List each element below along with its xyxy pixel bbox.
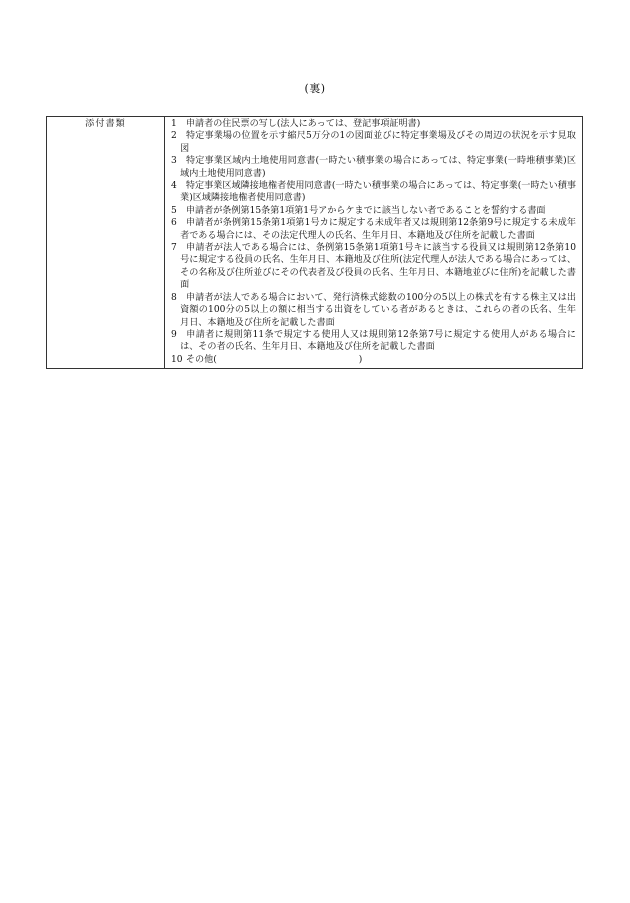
attachments-table bbox=[46, 116, 583, 369]
list-item bbox=[171, 329, 576, 354]
item-text: 申請者に規則第11条で規定する使用人又は規則第12条第7号に規定する使用人がある場合には、その者の氏名、生年月日、本籍地及び住所を記載した書面 bbox=[180, 329, 576, 353]
item-number: 1 bbox=[171, 119, 177, 129]
attachments-row bbox=[47, 117, 583, 369]
list-item bbox=[171, 130, 576, 155]
list-item bbox=[171, 242, 576, 292]
attachments-list bbox=[165, 117, 583, 369]
item-number: 7 bbox=[171, 243, 177, 254]
item-text: 申請者が法人である場合において、発行済株式総数の100分の5以上の株式を有する株主又は出資額の100分の5以上の額に相当する出資をしている者があるときは、これらの者の氏名、生年月日、本籍地及び住所を記載した書面 bbox=[180, 292, 576, 328]
item-text: 特定事業場の位置を示す縮尺5万分の1の図面並びに特定事業場及びその周辺の状況を示す見取図 bbox=[180, 131, 576, 154]
attachments-label: 添付書類 bbox=[47, 117, 165, 369]
item-number: 2 bbox=[171, 131, 177, 142]
item-text: 特定事業区域内土地使用同意書(一時たい積事業の場合にあっては、特定事業(一時堆積事業)区域内土地使用同意書) bbox=[180, 156, 576, 179]
list-item bbox=[171, 292, 576, 329]
item-text: 申請者が条例第15条第1項第1号アからケまでに該当しない者であることを誓約する書面 bbox=[185, 205, 546, 216]
list-item bbox=[171, 118, 576, 130]
item-text: その他( bbox=[185, 354, 217, 365]
item-closing: ) bbox=[358, 354, 363, 365]
list-item bbox=[171, 180, 576, 205]
item-number: 10 bbox=[171, 354, 183, 365]
item-number: 5 bbox=[171, 205, 177, 216]
list-item bbox=[171, 155, 576, 180]
item-text: 申請者が条例第15条第1項第1号カに規定する未成年者又は規則第12条第9号に規定する未成年者である場合には、その法定代理人の氏名、生年月日、本籍地及び住所を記載した書面 bbox=[180, 218, 576, 241]
page-heading: (裏) bbox=[304, 82, 326, 95]
item-text: 申請者の住民票の写し(法人にあっては、登記事項証明書) bbox=[185, 119, 421, 129]
item-text: 申請者が法人である場合には、条例第15条第1項第1号キに該当する役員又は規則第12条第10号に規定する役員の氏名、生年月日、本籍地及び住所(法定代理人が法人である場合にあっては、その名称及び住所並びにその代表者及び役員の氏名、生年月日、本籍地並びに住所)を記載した書面 bbox=[180, 243, 576, 291]
item-number: 3 bbox=[171, 156, 177, 167]
item-number: 6 bbox=[171, 218, 177, 229]
list-item bbox=[171, 354, 576, 366]
item-number: 9 bbox=[171, 329, 177, 340]
list-item bbox=[171, 217, 576, 242]
list-item bbox=[171, 205, 576, 217]
item-text: 特定事業区域隣接地権者使用同意書(一時たい積事業の場合にあっては、特定事業(一時たい積事業)区域隣接地権者使用同意書) bbox=[180, 181, 576, 204]
item-number: 8 bbox=[171, 292, 177, 303]
item-number: 4 bbox=[171, 181, 177, 192]
